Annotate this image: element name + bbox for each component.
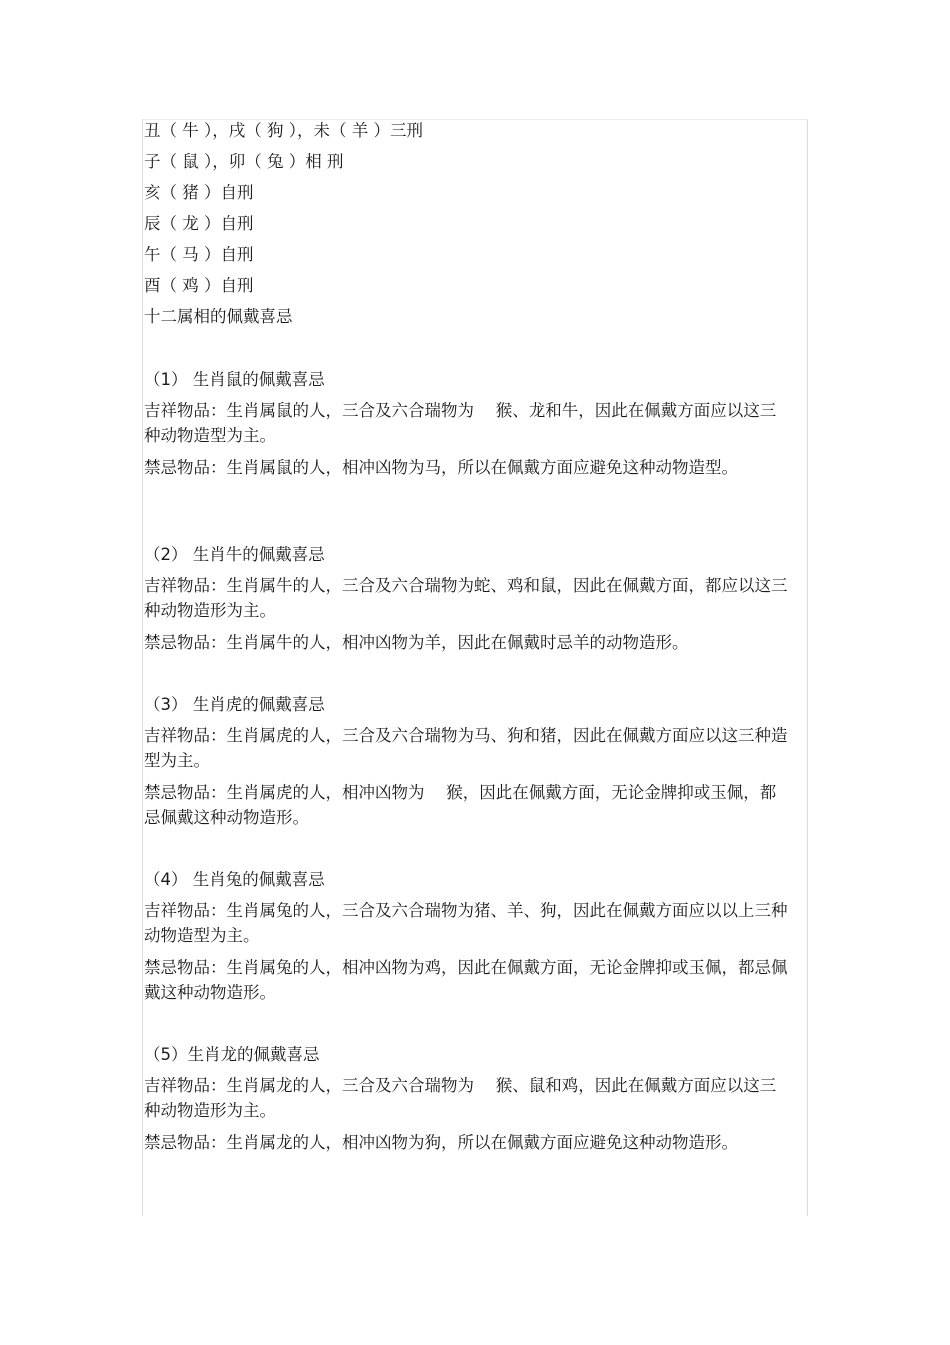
animal-heading-rat: （1） 生肖鼠的佩戴喜忌 <box>144 370 325 389</box>
animal-bad-dragon: 禁忌物品：生肖属龙的人，相冲凶物为狗，所以在佩戴方面应避免这种动物造形。 <box>144 1133 738 1152</box>
xing-line-5: 午（ 马 ）自刑 <box>144 245 254 264</box>
animal-bad-tiger: 禁忌物品：生肖属虎的人，相冲凶物为 猴，因此在佩戴方面，无论金牌抑或玉佩，都忌佩戴这种动物造形。 <box>144 783 777 827</box>
xing-line-4: 辰（ 龙 ）自刑 <box>144 214 254 233</box>
xing-line-3: 亥（ 猪 ）自刑 <box>144 183 254 202</box>
animal-heading-ox: （2） 生肖牛的佩戴喜忌 <box>144 545 325 564</box>
animal-good-dragon: 吉祥物品：生肖属龙的人，三合及六合瑞物为 猴、鼠和鸡，因此在佩戴方面应以这三种动物造形为主。 <box>144 1076 777 1120</box>
animal-good-ox: 吉祥物品：生肖属牛的人，三合及六合瑞物为蛇、鸡和鼠，因此在佩戴方面，都应以这三种动物造形为主。 <box>144 576 788 620</box>
xing-line-6: 酉（ 鸡 ）自刑 <box>144 276 254 295</box>
animal-bad-rabbit: 禁忌物品：生肖属兔的人，相冲凶物为鸡，因此在佩戴方面，无论金牌抑或玉佩，都忌佩戴这种动物造形。 <box>144 958 788 1002</box>
xing-line-1: 丑（ 牛 ），戌（ 狗 ），未（ 羊 ）三刑 <box>144 121 423 140</box>
animal-bad-ox: 禁忌物品：生肖属牛的人，相冲凶物为羊，因此在佩戴时忌羊的动物造形。 <box>144 633 689 652</box>
animal-good-tiger: 吉祥物品：生肖属虎的人，三合及六合瑞物为马、狗和猪，因此在佩戴方面应以这三种造型为主。 <box>144 726 788 770</box>
animal-bad-rat: 禁忌物品：生肖属鼠的人，相冲凶物为马，所以在佩戴方面应避免这种动物造型。 <box>144 458 738 477</box>
animal-good-rabbit: 吉祥物品：生肖属兔的人，三合及六合瑞物为猪、羊、狗，因此在佩戴方面应以以上三种动物造型为主。 <box>144 901 788 945</box>
xing-line-2: 子（ 鼠 ），卯（ 兔 ）相 刑 <box>144 152 344 171</box>
animal-heading-rabbit: （4） 生肖兔的佩戴喜忌 <box>144 870 325 889</box>
animal-good-rat: 吉祥物品：生肖属鼠的人，三合及六合瑞物为 猴、龙和牛，因此在佩戴方面应以这三种动物造型为主。 <box>144 401 777 445</box>
section-title: 十二属相的佩戴喜忌 <box>144 307 293 326</box>
animal-heading-tiger: （3） 生肖虎的佩戴喜忌 <box>144 695 325 714</box>
animal-heading-dragon: （5）生肖龙的佩戴喜忌 <box>144 1045 320 1064</box>
